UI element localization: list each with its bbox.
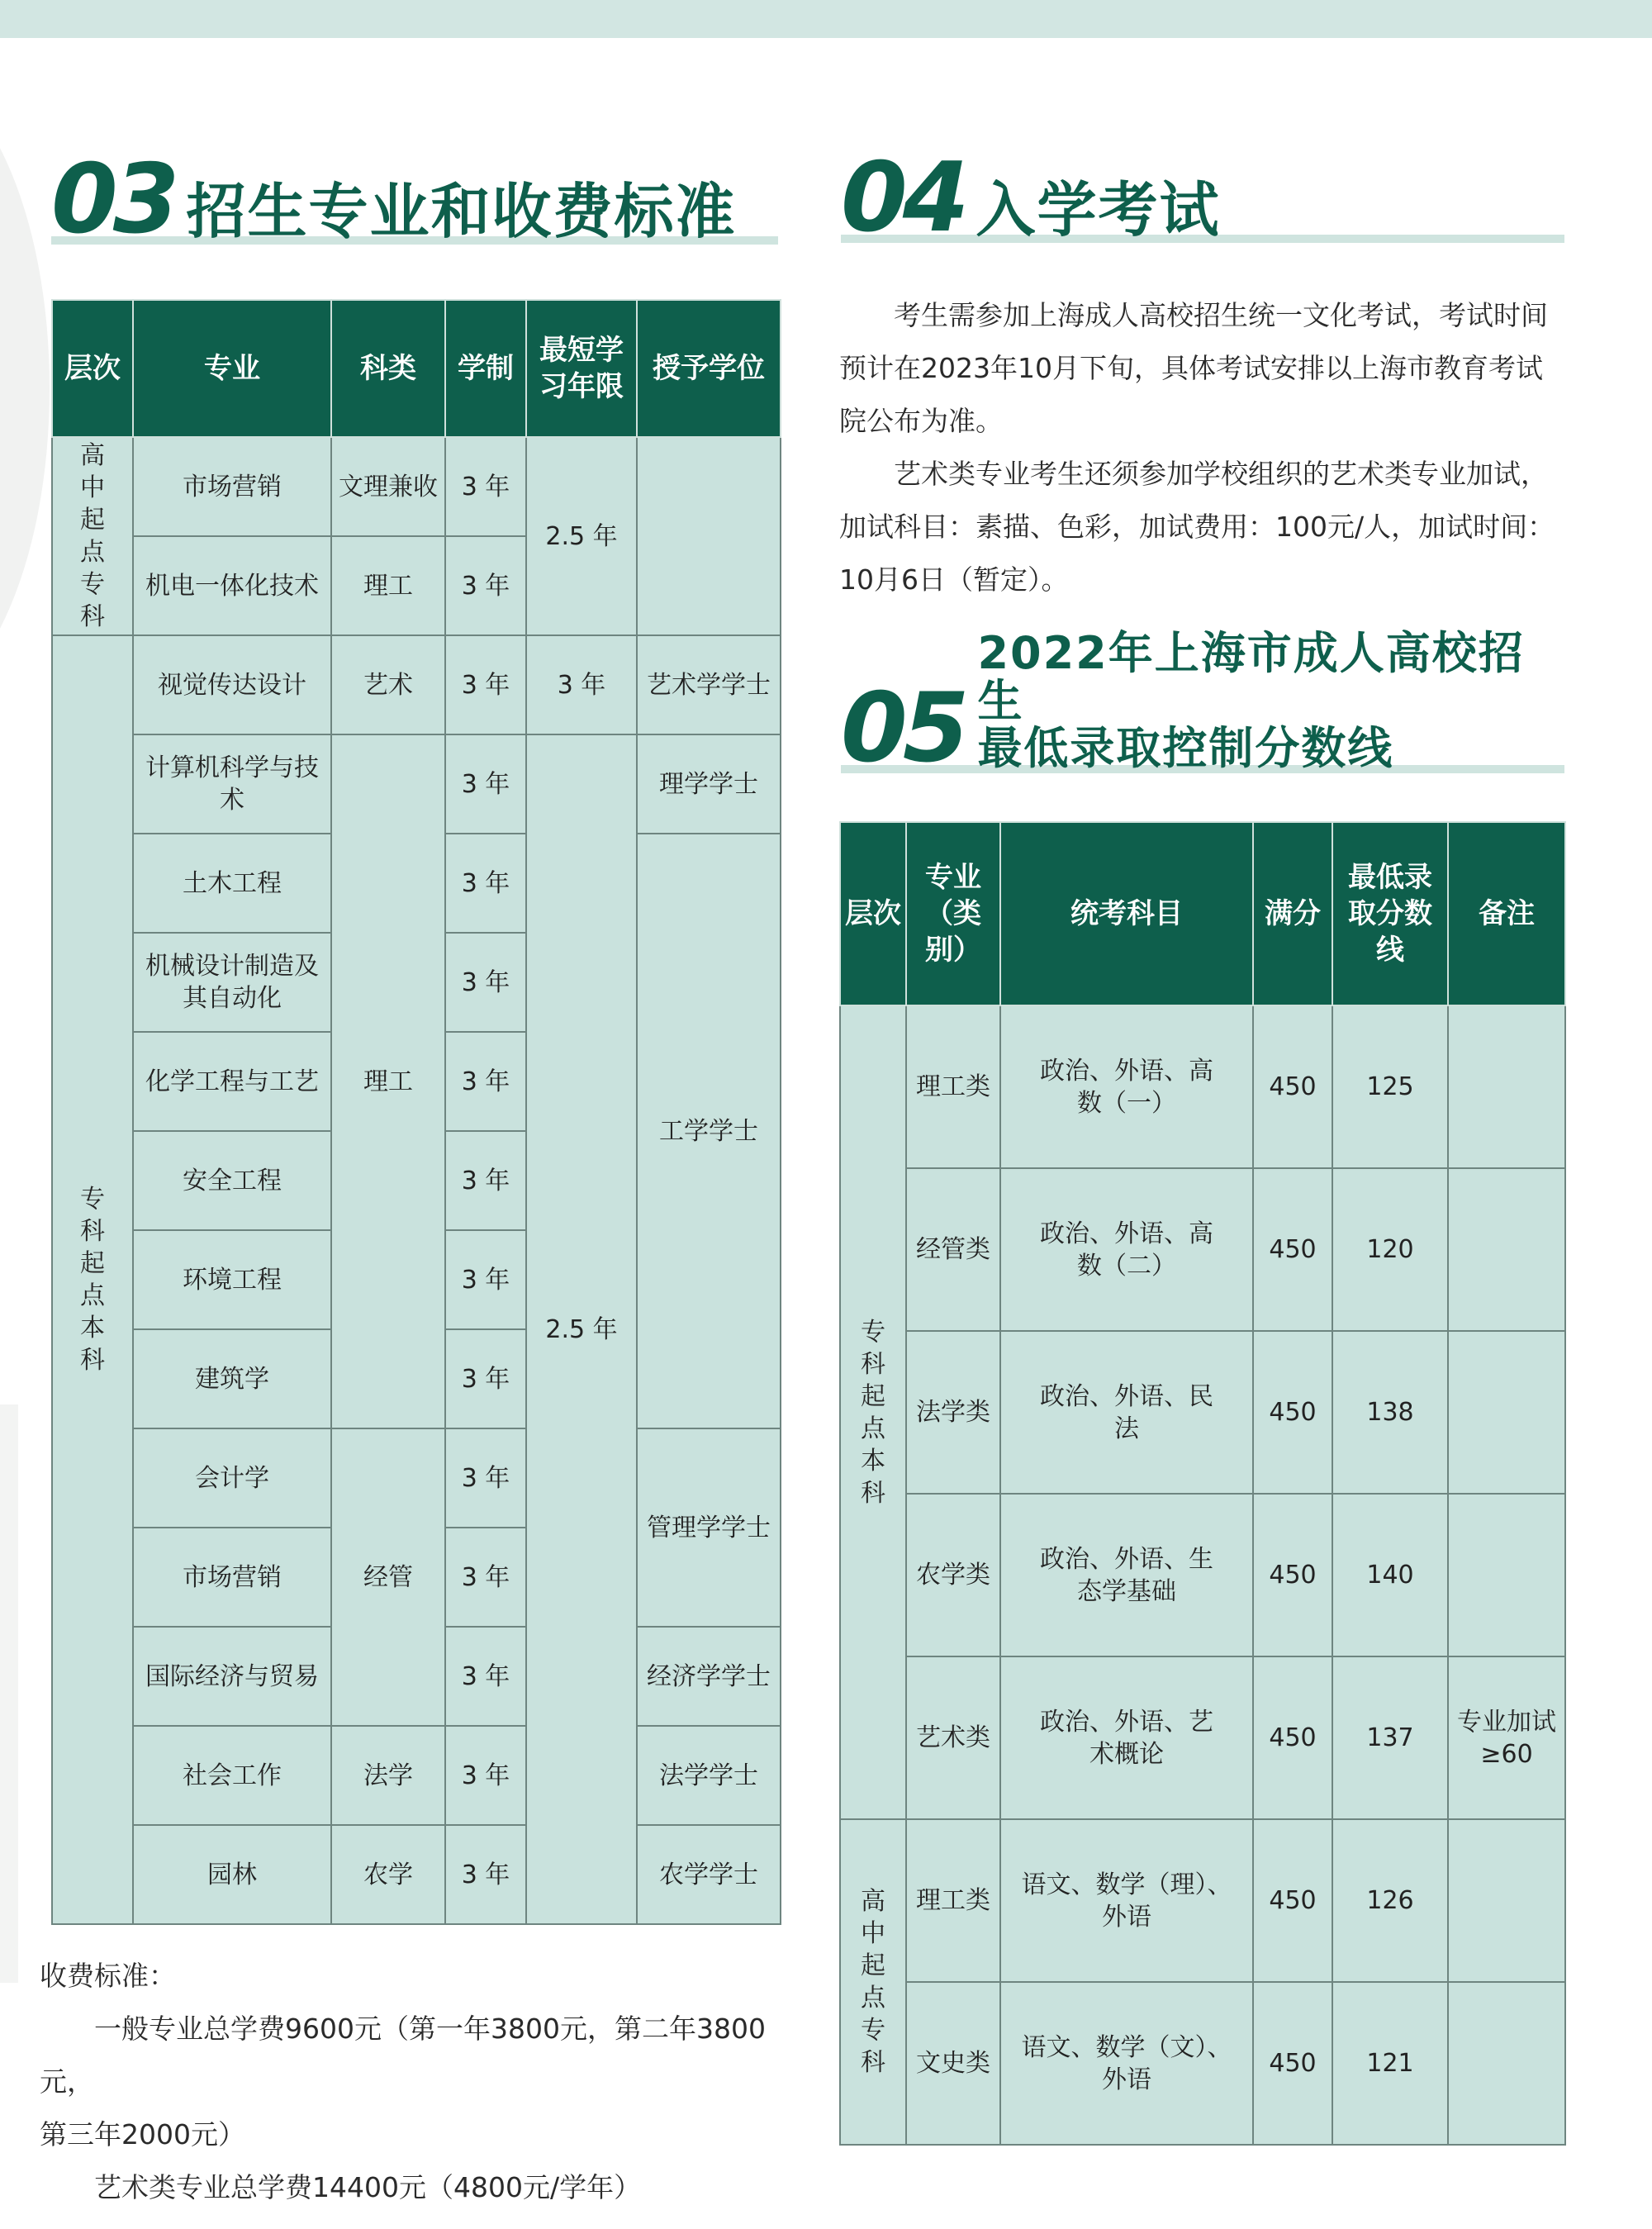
fee-line-2: 第三年2000元） [40,2118,245,2151]
table-header-row [52,300,781,437]
section-05-number: 05 [841,673,965,784]
table-row [52,734,781,834]
table-row [52,1726,781,1825]
degree-cell: 理学学士 [637,734,781,834]
full-score-cell: 450 [1253,1005,1332,1168]
fee-line-1: 一般专业总学费9600元（第一年3800元，第二年3800元， [40,2013,766,2098]
section-05-title [977,627,1564,774]
note-cell [1448,1331,1565,1494]
section-03-header [51,144,778,255]
degree-cell-gongxue: 工学学士 [637,834,781,1428]
degree-cell-empty [637,437,781,635]
section-03-number: 03 [51,144,175,255]
majors-fee-table [51,299,781,1925]
level-cell-zk: 专科起点本科 [52,635,133,1924]
duration-cell: 3 年 [445,1627,526,1726]
major-cell: 会计学 [133,1428,331,1528]
min-score-cell: 140 [1332,1494,1448,1656]
duration-cell: 3 年 [445,933,526,1032]
th-type: 专业（类别） [906,822,1000,1005]
duration-cell: 3 年 [445,1825,526,1924]
exam-text [839,289,1568,606]
table-row [52,437,781,536]
type-cell: 艺术类 [906,1656,1000,1819]
type-cell: 理工类 [906,1819,1000,1982]
min-score-cell: 121 [1332,1982,1448,2145]
th-note: 备注 [1448,822,1565,1005]
fee-line-3: 艺术类专业总学费14400元（4800元/学年） [94,2171,642,2203]
table-row [840,1819,1565,1982]
full-score-cell: 450 [1253,1982,1332,2145]
category-cell: 法学 [331,1726,445,1825]
table-row [840,1982,1565,2145]
duration-cell: 3 年 [445,1528,526,1627]
duration-cell: 3 年 [445,1726,526,1825]
degree-cell: 法学学士 [637,1726,781,1825]
note-cell [1448,1819,1565,1982]
section-04-header [841,142,1564,254]
exam-paragraph-1: 考生需参加上海成人高校招生统一文化考试，考试时间预计在2023年10月下旬，具体考试安排以上海市教育考试院公布为准。 [839,299,1548,437]
full-score-cell: 450 [1253,1494,1332,1656]
major-cell: 园林 [133,1825,331,1924]
table-row [840,1331,1565,1494]
th-level: 层次 [52,300,133,437]
note-cell: 专业加试≥60 [1448,1656,1565,1819]
exam-paragraph-2: 艺术类专业考生还须参加学校组织的艺术类专业加试，加试科目：素描、色彩，加试费用：100元/人，加试时间：10月6日（暂定）。 [839,458,1555,596]
category-cell: 农学 [331,1825,445,1924]
th-subjects: 统考科目 [1000,822,1253,1005]
category-cell: 文理兼收 [331,437,445,536]
table-row [52,1825,781,1924]
table-row [52,635,781,734]
side-decor-bar [0,1404,18,1983]
section-03-title: 招生专业和收费标准 [186,177,737,246]
min-score-cell: 137 [1332,1656,1448,1819]
top-decor-band [0,0,1652,38]
major-cell: 建筑学 [133,1329,331,1428]
category-cell: 艺术 [331,635,445,734]
subjects-cell: 政治、外语、高数（一） [1000,1005,1253,1168]
type-cell: 农学类 [906,1494,1000,1656]
min-score-cell: 120 [1332,1168,1448,1331]
duration-cell: 3 年 [445,834,526,933]
degree-cell: 农学学士 [637,1825,781,1924]
min-score-cell: 125 [1332,1005,1448,1168]
note-cell [1448,1005,1565,1168]
subjects-cell: 政治、外语、民法 [1000,1331,1253,1494]
section-04-title: 入学考试 [976,175,1221,245]
duration-cell: 3 年 [445,437,526,536]
table-row [840,1168,1565,1331]
major-cell: 机电一体化技术 [133,536,331,635]
subjects-cell: 语文、数学（文）、外语 [1000,1982,1253,2145]
level-cell-hs: 高中起点专科 [52,437,133,635]
major-cell: 社会工作 [133,1726,331,1825]
th-major: 专业 [133,300,331,437]
category-cell: 理工 [331,536,445,635]
major-cell: 土木工程 [133,834,331,933]
admission-score-table [839,821,1566,2146]
major-cell: 环境工程 [133,1230,331,1329]
subjects-cell: 政治、外语、艺术概论 [1000,1656,1253,1819]
fee-title: 收费标准： [40,1960,176,1992]
note-cell [1448,1494,1565,1656]
duration-cell: 3 年 [445,1032,526,1131]
note-cell [1448,1982,1565,2145]
duration-cell: 3 年 [445,1131,526,1230]
duration-cell: 3 年 [445,734,526,834]
degree-cell: 艺术学学士 [637,635,781,734]
th-min-years: 最短学习年限 [526,300,637,437]
th-duration: 学制 [445,300,526,437]
min-years-cell: 3 年 [526,635,637,734]
subjects-cell: 政治、外语、高数（二） [1000,1168,1253,1331]
table-row [840,1494,1565,1656]
table-row [840,1656,1565,1819]
major-cell: 视觉传达设计 [133,635,331,734]
full-score-cell: 450 [1253,1819,1332,1982]
major-cell: 市场营销 [133,1528,331,1627]
category-cell-jingguan: 经管 [331,1428,445,1726]
side-decor-arc [0,66,50,711]
full-score-cell: 450 [1253,1331,1332,1494]
section-05-header [841,627,1564,784]
degree-cell-guanli: 管理学学士 [637,1428,781,1627]
duration-cell: 3 年 [445,1428,526,1528]
min-score-cell: 126 [1332,1819,1448,1982]
th-level: 层次 [840,822,906,1005]
level-cell-hs: 高中起点专科 [840,1819,906,2145]
major-cell: 化学工程与工艺 [133,1032,331,1131]
major-cell: 市场营销 [133,437,331,536]
type-cell: 法学类 [906,1331,1000,1494]
type-cell: 文史类 [906,1982,1000,2145]
section-05-title-line-1: 2022年上海市成人高校招生 [977,627,1525,727]
table-row [840,1005,1565,1168]
fee-standard [40,1950,808,2214]
th-category: 科类 [331,300,445,437]
duration-cell: 3 年 [445,1230,526,1329]
major-cell: 计算机科学与技术 [133,734,331,834]
table-row [52,1428,781,1528]
min-score-cell: 138 [1332,1331,1448,1494]
type-cell: 经管类 [906,1168,1000,1331]
type-cell: 理工类 [906,1005,1000,1168]
major-cell: 国际经济与贸易 [133,1627,331,1726]
duration-cell: 3 年 [445,1329,526,1428]
subjects-cell: 语文、数学（理）、外语 [1000,1819,1253,1982]
note-cell [1448,1168,1565,1331]
duration-cell: 3 年 [445,635,526,734]
min-years-cell-zk: 2.5 年 [526,734,637,1924]
category-cell-ligong: 理工 [331,734,445,1428]
th-min-score: 最低录取分数线 [1332,822,1448,1005]
full-score-cell: 450 [1253,1656,1332,1819]
th-degree: 授予学位 [637,300,781,437]
table-header-row [840,822,1565,1005]
major-cell: 机械设计制造及其自动化 [133,933,331,1032]
major-cell: 安全工程 [133,1131,331,1230]
degree-cell: 经济学学士 [637,1627,781,1726]
level-cell-zk: 专科起点本科 [840,1005,906,1819]
section-05-title-line-2: 最低录取控制分数线 [977,721,1394,774]
section-04-number: 04 [841,142,965,254]
min-years-cell-hs: 2.5 年 [526,437,637,635]
duration-cell: 3 年 [445,536,526,635]
full-score-cell: 450 [1253,1168,1332,1331]
th-full-score: 满分 [1253,822,1332,1005]
subjects-cell: 政治、外语、生态学基础 [1000,1494,1253,1656]
